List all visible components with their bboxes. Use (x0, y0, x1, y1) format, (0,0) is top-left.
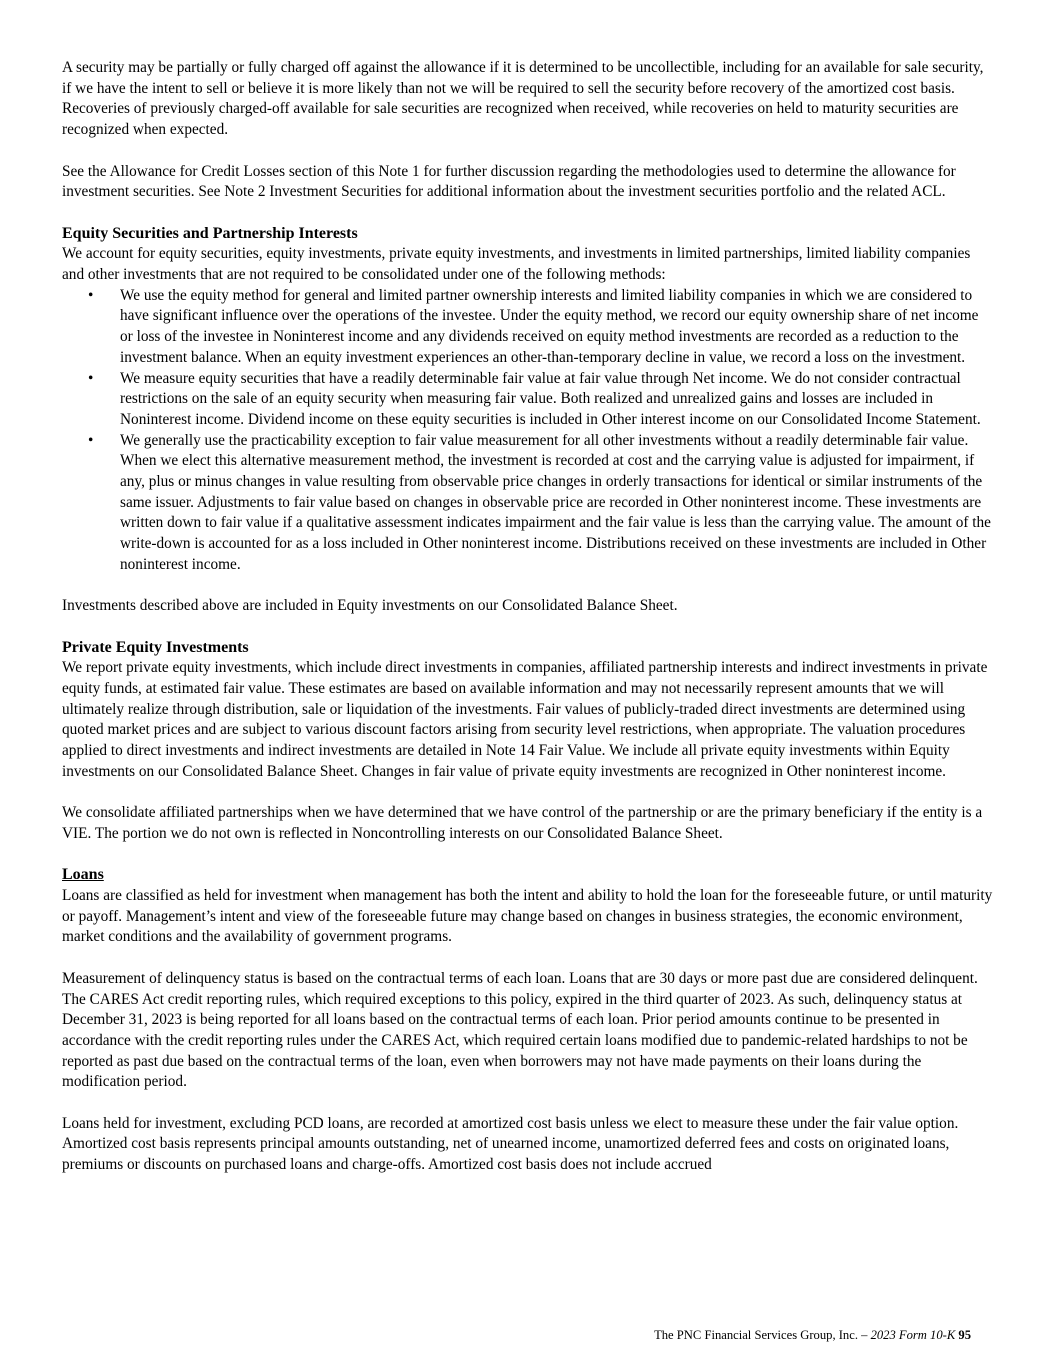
heading-loans: Loans (62, 866, 104, 884)
paragraph-equity-closing: Investments described above are included in Equity investments on our Consolidated Balance Sheet. (62, 597, 678, 615)
page-number: 95 (958, 1328, 971, 1342)
list-item-text: We use the equity method for general and limited partner ownership interests and limited liability companies in which we are considered to have significant influence over the operations of the investee. Under the equity method, we record our equity ownership share of net income or loss of the investee in Noninterest income and any dividends received on equity method investments are recorded as a reduction to the investment balance. When an equity investment experiences an other-than-temporary decline in value, we record a loss on the investment. (120, 286, 979, 366)
footer-form: 2023 Form 10-K (870, 1328, 956, 1342)
paragraph-delinquency: Measurement of delinquency status is based on the contractual terms of each loan. Loans that are 30 days or more past due are considered delinquent. The CARES Act credit reporting rules, which required exceptions to this policy, expired in the third quarter of 2023. As such, delinquency status at December 31, 2023 is being reported for all loans based on the contractual terms of each loan. Prior period amounts continue to be presented in accordance with the credit reporting rules under the CARES Act, which required certain loans modified due to pandemic-related hardships to not be reported as past due based on the contractual terms of the loan, even when borrowers may not have made payments on their loans during the modification period. (62, 969, 978, 1091)
page-footer (654, 1327, 971, 1343)
footer-company: The PNC Financial Services Group, Inc. – (654, 1328, 868, 1342)
paragraph-consolidation: We consolidate affiliated partnerships when we have determined that we have control of the partnership or are the primary beneficiary if the entity is a VIE. The portion we do not own is reflected in Noncontrolling interests on our Consolidated Balance Sheet. (62, 804, 983, 842)
bullet-marker: • (88, 431, 94, 449)
paragraph-loans-classification: Loans are classified as held for investment when management has both the intent and ability to hold the loan for the foreseeable future, or until maturity or payoff. Management’s intent and view of the foreseeable future may change based on changes in business strategies, the economic environment, market conditions and the availability of government programs. (62, 887, 993, 946)
paragraph-amortized-cost: Loans held for investment, excluding PCD loans, are recorded at amortized cost basis unless we elect to measure these under the fair value option. Amortized cost basis represents principal amounts outstanding, net of unearned income, unamortized deferred fees and costs on originated loans, premiums or discounts on purchased loans and charge-offs. Amortized cost basis does not include accrued (62, 1114, 959, 1174)
list-item-text: We generally use the practicability exception to fair value measurement for all other investments without a readily determinable fair value. When we elect this alternative measurement method, the investment is recorded at cost and the carrying value is adjusted for impairment, if any, plus or minus changes in value resulting from observable price changes in orderly transactions for identical or similar instruments of the same issuer. Adjustments to fair value based on changes in observable price are recorded in Other noninterest income. These investments are written down to fair value if a qualitative assessment indicates impairment and the fair value is less than the carrying value. The amount of the write-down is accounted for as a loss included in Other noninterest income. Distributions received on these investments are included in Other noninterest income. (120, 431, 991, 573)
bullet-marker: • (88, 286, 94, 304)
list-item (62, 369, 994, 431)
heading-private-equity: Private Equity Investments (62, 638, 249, 656)
paragraph-private-equity-valuation: We report private equity investments, which include direct investments in companies, affiliated partnership interests and indirect investments in private equity funds, at estimated fair value. These estimates are based on available information and may not necessarily represent amounts that we will ultimately realize through distribution, sale or liquidation of the investments. Fair values of publicly-traded direct investments are determined using quoted market prices and are subject to various discount factors arising from security level restrictions, when appropriate. The valuation procedures applied to direct investments and indirect investments are detailed in Note 14 Fair Value. We include all private equity investments within Equity investments on our Consolidated Balance Sheet. Changes in fair value of private equity investments are recognized in Other noninterest income. (62, 659, 988, 780)
bullet-marker: • (88, 369, 94, 387)
list-item (62, 431, 994, 576)
paragraph-equity-intro: We account for equity securities, equity investments, private equity investments, and investments in limited partnerships, limited liability companies and other investments that are not required to be consolidated under one of the following methods: (62, 245, 971, 283)
paragraph-allowance-reference: See the Allowance for Credit Losses section of this Note 1 for further discussion regarding the methodologies used to determine the allowance for investment securities. See Note 2 Investment Securities for additional information about the investment securities portfolio and the related ACL. (62, 162, 956, 201)
document-body (62, 58, 994, 1176)
list-item-text: We measure equity securities that have a readily determinable fair value at fair value through Net income. We do not consider contractual restrictions on the sale of an equity security when measuring fair value. Both realized and unrealized gains and losses are included in Noninterest income. Dividend income on these equity securities is included in Other interest income on our Consolidated Income Statement. (120, 369, 981, 428)
paragraph-security-charge-off: A security may be partially or fully charged off against the allowance if it is determined to be uncollectible, including for an available for sale security, if we have the intent to sell or believe it is more likely than not we will be required to sell the security before recovery of the amortized cost basis. Recoveries of previously charged-off available for sale securities are recognized when received, while recoveries on held to maturity securities are recognized when expected. (62, 59, 984, 139)
list-item (62, 286, 994, 369)
heading-equity-securities: Equity Securities and Partnership Interests (62, 224, 358, 242)
equity-methods-list (62, 286, 994, 576)
